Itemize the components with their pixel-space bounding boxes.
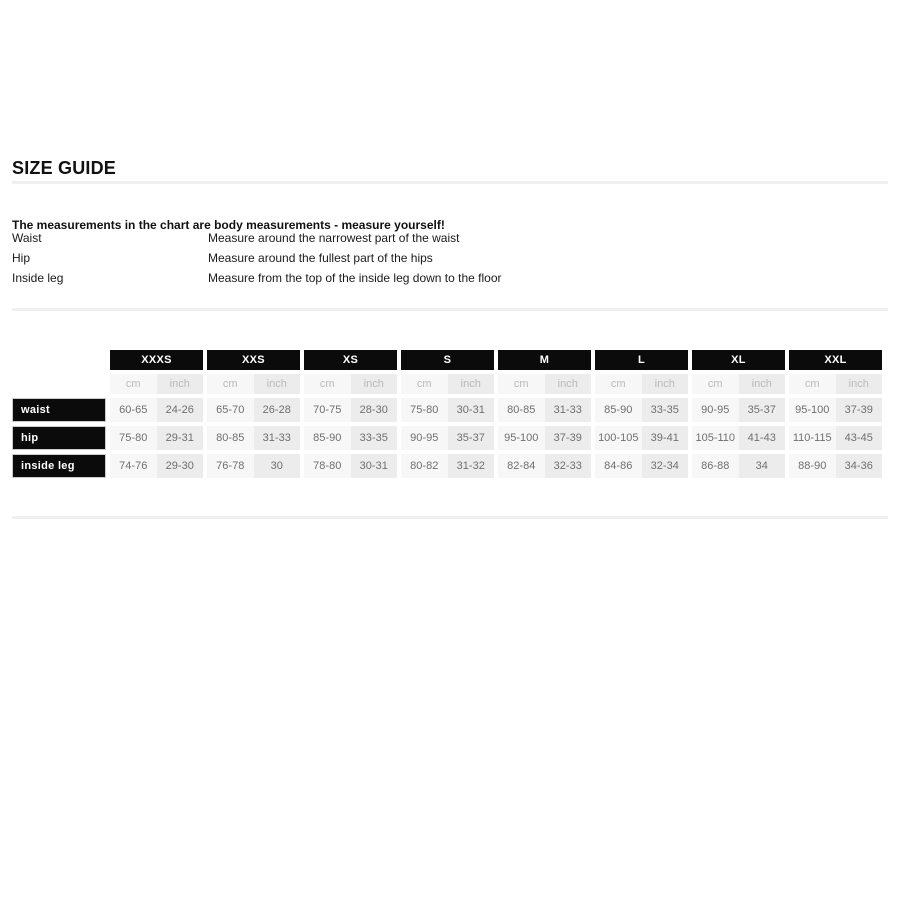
measurement-value-inch: 30-31	[448, 398, 495, 422]
measurement-cell-group-s	[401, 454, 494, 478]
unit-header-group	[498, 374, 591, 394]
table-corner-spacer	[12, 350, 106, 370]
measurement-cell-group-xxs	[207, 398, 300, 422]
measurement-value-inch: 34	[739, 454, 786, 478]
size-header-xl: XL	[692, 350, 785, 370]
measurement-cell-group-xxl	[789, 426, 882, 450]
measurement-value-cm: 84-86	[595, 454, 642, 478]
unit-header-cm: cm	[595, 374, 642, 394]
measurement-value-inch: 43-45	[836, 426, 883, 450]
measurement-cell-group-xxxs	[110, 454, 203, 478]
measurement-value-inch: 28-30	[351, 398, 398, 422]
size-header-l: L	[595, 350, 688, 370]
measurement-intro-text: The measurements in the chart are body measurements - measure yourself!	[12, 218, 445, 232]
size-header-s: S	[401, 350, 494, 370]
unit-header-cm: cm	[789, 374, 836, 394]
size-header-xxxs: XXXS	[110, 350, 203, 370]
unit-header-inch: inch	[254, 374, 301, 394]
unit-header-group	[401, 374, 494, 394]
measurement-value-cm: 86-88	[692, 454, 739, 478]
measurement-value-cm: 75-80	[401, 398, 448, 422]
measurement-value-cm: 82-84	[498, 454, 545, 478]
definition-description: Measure around the narrowest part of the waist	[208, 231, 460, 245]
unit-header-group	[207, 374, 300, 394]
measurement-value-cm: 80-82	[401, 454, 448, 478]
measurement-value-inch: 33-35	[642, 398, 689, 422]
measurement-value-cm: 80-85	[498, 398, 545, 422]
unit-header-cm: cm	[498, 374, 545, 394]
measurement-value-inch: 37-39	[545, 426, 592, 450]
measurement-value-cm: 105-110	[692, 426, 739, 450]
unit-header-cm: cm	[401, 374, 448, 394]
measurement-value-inch: 29-31	[157, 426, 204, 450]
measurement-value-inch: 39-41	[642, 426, 689, 450]
measurement-cell-group-l	[595, 398, 688, 422]
measurement-definitions	[12, 228, 502, 288]
size-table	[12, 350, 882, 478]
measurement-cell-group-xxxs	[110, 398, 203, 422]
measurement-cell-group-xxs	[207, 426, 300, 450]
measurement-value-inch: 41-43	[739, 426, 786, 450]
page-title: SIZE GUIDE	[12, 158, 117, 179]
measurement-cell-group-xxl	[789, 454, 882, 478]
measurement-cell-group-xxxs	[110, 426, 203, 450]
unit-header-group	[304, 374, 397, 394]
row-label-hip: hip	[12, 426, 106, 450]
definition-description: Measure from the top of the inside leg down to the floor	[208, 271, 502, 285]
measurement-value-inch: 31-33	[545, 398, 592, 422]
measurement-value-inch: 26-28	[254, 398, 301, 422]
measurement-value-cm: 100-105	[595, 426, 642, 450]
size-header-xxs: XXS	[207, 350, 300, 370]
measurement-cell-group-xl	[692, 454, 785, 478]
unit-header-inch: inch	[642, 374, 689, 394]
unit-header-cm: cm	[304, 374, 351, 394]
unit-header-cm: cm	[110, 374, 157, 394]
measurement-value-cm: 75-80	[110, 426, 157, 450]
unit-header-cm: cm	[692, 374, 739, 394]
unit-header-inch: inch	[448, 374, 495, 394]
measurement-value-cm: 76-78	[207, 454, 254, 478]
measurement-cell-group-xxl	[789, 398, 882, 422]
size-header-xxl: XXL	[789, 350, 882, 370]
measurement-value-cm: 70-75	[304, 398, 351, 422]
measurement-cell-group-m	[498, 398, 591, 422]
measurement-cell-group-s	[401, 398, 494, 422]
unit-header-inch: inch	[157, 374, 204, 394]
definition-term: Waist	[12, 231, 42, 245]
measurement-value-cm: 80-85	[207, 426, 254, 450]
measurement-value-inch: 29-30	[157, 454, 204, 478]
size-header-xs: XS	[304, 350, 397, 370]
measurement-value-inch: 30-31	[351, 454, 398, 478]
measurement-cell-group-l	[595, 426, 688, 450]
row-label-waist: waist	[12, 398, 106, 422]
measurement-value-inch: 35-37	[448, 426, 495, 450]
unit-header-inch: inch	[545, 374, 592, 394]
unit-header-group	[110, 374, 203, 394]
definition-description: Measure around the fullest part of the hips	[208, 251, 433, 265]
table-corner-spacer	[12, 374, 106, 394]
measurement-cell-group-xs	[304, 426, 397, 450]
measurement-value-inch: 24-26	[157, 398, 204, 422]
measurement-value-cm: 90-95	[692, 398, 739, 422]
measurement-value-inch: 32-34	[642, 454, 689, 478]
measurement-value-cm: 95-100	[498, 426, 545, 450]
unit-header-group	[595, 374, 688, 394]
unit-header-group	[692, 374, 785, 394]
measurement-value-inch: 31-32	[448, 454, 495, 478]
measurement-cell-group-xl	[692, 426, 785, 450]
measurement-cell-group-xl	[692, 398, 785, 422]
measurement-cell-group-s	[401, 426, 494, 450]
measurement-value-inch: 34-36	[836, 454, 883, 478]
measurement-cell-group-xs	[304, 454, 397, 478]
measurement-value-cm: 78-80	[304, 454, 351, 478]
measurement-value-inch: 37-39	[836, 398, 883, 422]
measurement-value-inch: 35-37	[739, 398, 786, 422]
size-header-m: M	[498, 350, 591, 370]
divider	[12, 181, 888, 184]
definition-term: Inside leg	[12, 271, 64, 285]
measurement-value-cm: 74-76	[110, 454, 157, 478]
divider	[12, 516, 888, 519]
measurement-value-cm: 65-70	[207, 398, 254, 422]
measurement-value-inch: 31-33	[254, 426, 301, 450]
measurement-value-inch: 32-33	[545, 454, 592, 478]
measurement-value-inch: 30	[254, 454, 301, 478]
measurement-cell-group-xxs	[207, 454, 300, 478]
divider	[12, 308, 888, 311]
measurement-value-cm: 95-100	[789, 398, 836, 422]
unit-header-inch: inch	[351, 374, 398, 394]
unit-header-cm: cm	[207, 374, 254, 394]
measurement-value-cm: 85-90	[595, 398, 642, 422]
unit-header-inch: inch	[739, 374, 786, 394]
measurement-value-cm: 110-115	[789, 426, 836, 450]
measurement-cell-group-m	[498, 426, 591, 450]
measurement-cell-group-xs	[304, 398, 397, 422]
unit-header-group	[789, 374, 882, 394]
measurement-cell-group-m	[498, 454, 591, 478]
measurement-value-cm: 88-90	[789, 454, 836, 478]
row-label-inside-leg: inside leg	[12, 454, 106, 478]
measurement-value-cm: 85-90	[304, 426, 351, 450]
definition-term: Hip	[12, 251, 31, 265]
measurement-value-cm: 90-95	[401, 426, 448, 450]
measurement-cell-group-l	[595, 454, 688, 478]
measurement-value-cm: 60-65	[110, 398, 157, 422]
measurement-value-inch: 33-35	[351, 426, 398, 450]
unit-header-inch: inch	[836, 374, 883, 394]
